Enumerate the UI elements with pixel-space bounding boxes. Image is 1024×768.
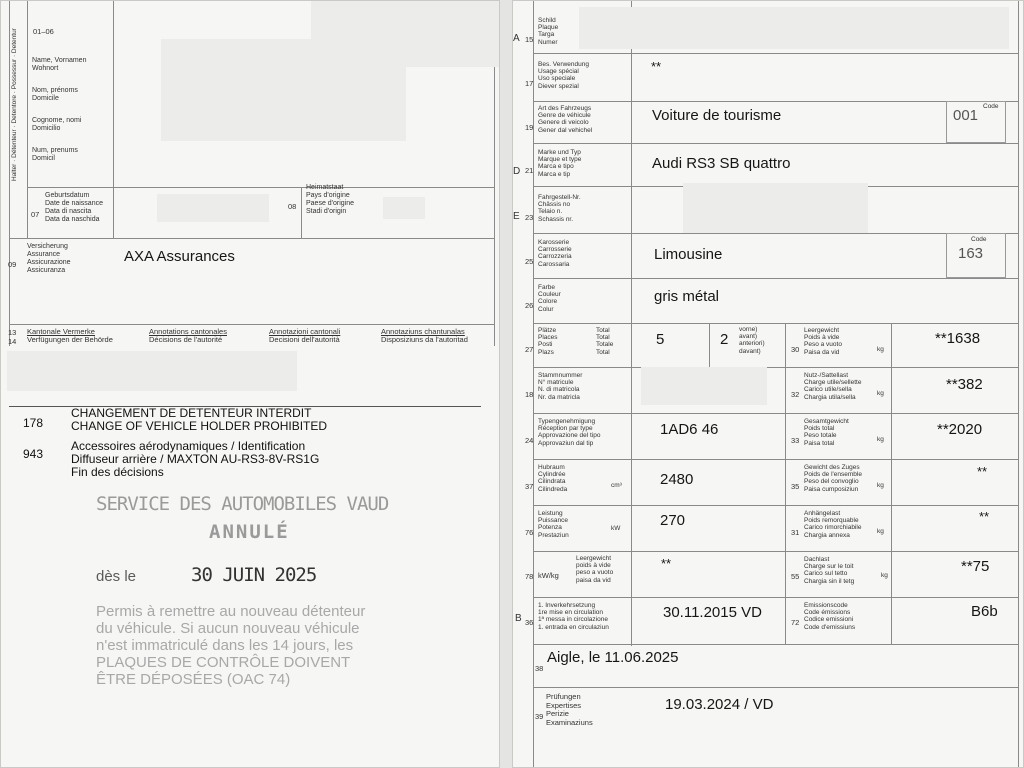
field-19-number: 19	[525, 123, 534, 132]
vehicle-type-code-label: Code	[983, 103, 999, 110]
special-use-value: **	[651, 59, 662, 74]
field-19-labels: Art des Fahrzeugs Genre de véhicule Genere di veicolo Gener dal vehichel	[538, 105, 593, 134]
redacted-chassis	[683, 183, 868, 233]
field-17-number: 17	[525, 79, 534, 88]
field-25-labels: Karosserie Carrosserie Carrozzeria Carossaria	[538, 239, 572, 268]
emission-code-value: B6b	[971, 603, 998, 620]
field-15-labels: Schild Plaque Targa Numer	[538, 17, 559, 46]
stamp-from-label: dès le	[96, 568, 137, 585]
redacted-annotations	[7, 351, 297, 391]
field-78-number: 78	[525, 572, 534, 581]
field-55-labels: Dachlast Charge sur le toit Carico sul tetto Chargia sin il tetg	[804, 556, 855, 585]
seats-front-labels: vorne) avant) anteriori) davant)	[739, 326, 765, 355]
field-27-total-labels: Total Total Totale Total	[596, 327, 614, 356]
field-24-number: 24	[525, 436, 534, 445]
field-72-labels: Emissionscode Code émissions Codice emissioni Code d'emissiuns	[804, 602, 856, 631]
field-08-number: 08	[288, 202, 297, 211]
field-55-number: 55	[791, 572, 800, 581]
redacted-top-strip	[311, 1, 500, 67]
field-14-number: 14	[8, 337, 17, 346]
field-32-labels: Nutz-/Sattellast Charge utile/sellette Carico utile/sella Chargia utila/sella	[804, 372, 862, 401]
field-09-number: 09	[8, 260, 17, 269]
letter-d: D	[513, 166, 521, 177]
field-21-labels: Marke und Typ Marque et type Marca e tipo Marca e tip	[538, 149, 582, 178]
field-32-unit: kg	[877, 390, 884, 397]
vehicle-type-value: Voiture de tourisme	[652, 107, 782, 124]
field-27-labels: Plätze Places Posti Plazs	[538, 327, 558, 356]
holder-number: 01–06	[33, 27, 54, 36]
vehicle-type-code: 001	[953, 107, 979, 124]
field-55-unit: kg	[881, 572, 888, 579]
letter-b: B	[515, 613, 522, 624]
decision-943-text: Accessoires aérodynamiques / Identification Diffuseur arrière / MAXTON AU-RS3-8V-RS1G Fin des décisions	[71, 439, 320, 479]
seats-front: 2	[720, 331, 729, 348]
field-32-number: 32	[791, 390, 800, 399]
field-30-number: 30	[791, 345, 800, 354]
field-76-unit: kW	[611, 525, 621, 532]
field-18-labels: Stammnummer N° matricule N. di matricola Nr. da matricla	[538, 372, 583, 401]
stamp-annule: ANNULÉ	[209, 521, 290, 543]
field-33-number: 33	[791, 436, 800, 445]
field-33-labels: Gesamtgewicht Poids total Peso totale Paisa total	[804, 418, 849, 447]
field-38-number: 38	[535, 664, 544, 673]
field-27-number: 27	[525, 345, 534, 354]
field-37-number: 37	[525, 482, 534, 491]
field-07-number: 07	[31, 210, 40, 219]
field-30-labels: Leergewicht Poids à vide Peso a vuoto Paisa da vid	[804, 327, 842, 356]
field-13-14-labels: Kantonale Vermerke Annotations cantonales Annotazioni cantonali Annotaziuns chantunalas Verfügungen der Behörde Décisions de l'autorité Decisioni dell'autorità Disposiziuns da l'autoritad	[27, 327, 468, 344]
power-value: 270	[660, 512, 686, 529]
field-72-number: 72	[791, 618, 800, 627]
field-15-number: 15	[525, 35, 534, 44]
field-35-unit: kg	[877, 482, 884, 489]
field-24-labels: Typengenehmigung Réception par type Approvazione del tipo Approvaziun dal tip	[538, 418, 601, 447]
decision-178-text: CHANGEMENT DE DETENTEUR INTERDIT CHANGE OF VEHICLE HOLDER PROHIBITED	[71, 406, 328, 433]
field-37-unit: cm³	[611, 482, 622, 489]
field-07-labels: Geburtsdatum Date de naissance Data di nascita Data da naschida	[45, 192, 103, 223]
body-code: 163	[958, 245, 984, 262]
field-26-number: 26	[525, 301, 534, 310]
field-37-labels: Hubraum Cylindrée Cilindrata Cilindreda	[538, 464, 568, 493]
stamp-date: 30 JUIN 2025	[191, 564, 317, 586]
field-78-labels: Leergewicht poids à vide peso a vuoto paisa da vid	[576, 555, 614, 584]
redacted-origin	[383, 197, 425, 219]
roof-load-value: **75	[961, 558, 990, 575]
field-35-number: 35	[791, 482, 800, 491]
body-value: Limousine	[654, 246, 723, 263]
inspection-value: 19.03.2024 / VD	[665, 696, 774, 713]
decision-943-code: 943	[23, 447, 44, 461]
letter-a: A	[513, 33, 520, 44]
field-76-labels: Leistung Puissance Potenza Prestaziun	[538, 510, 569, 539]
redacted-birthdate	[157, 194, 269, 222]
field-33-unit: kg	[877, 436, 884, 443]
field-08-labels: Heimatstaat Pays d'origine Paese d'origine Stadi d'origin	[306, 184, 355, 215]
field-31-labels: Anhängelast Poids remorquable Carico rimorchiabile Chargia annexa	[804, 510, 862, 539]
field-18-number: 18	[525, 390, 534, 399]
seats-total: 5	[656, 331, 665, 348]
field-23-number: 23	[525, 213, 534, 222]
place-date-value: Aigle, le 11.06.2025	[547, 649, 679, 666]
towing-weight-value: **	[979, 509, 990, 524]
make-model-value: Audi RS3 SB quattro	[652, 155, 791, 172]
field-17-labels: Bes. Verwendung Usage spécial Uso speciale Diever spezial	[538, 61, 589, 90]
power-weight-value: **	[661, 556, 672, 571]
field-39-labels: Prüfungen Expertises Perizie Examinaziuns	[546, 692, 593, 727]
field-30-unit: kg	[877, 346, 884, 353]
payload-value: **382	[946, 376, 983, 393]
field-76-number: 76	[525, 528, 534, 537]
field-31-unit: kg	[877, 528, 884, 535]
body-code-label: Code	[971, 236, 987, 243]
stamp-service-auto: SERVICE DES AUTOMOBILES VAUD	[96, 493, 389, 515]
holder-vertical-label: Halter · Détenteur · Detentore · Possessur · Detentur	[11, 28, 18, 181]
field-36-number: 36	[525, 618, 534, 627]
field-13-number: 13	[8, 328, 17, 337]
color-value: gris métal	[654, 288, 720, 305]
field-31-number: 31	[791, 528, 800, 537]
field-39-number: 39	[535, 712, 544, 721]
field-09-labels: Versicherung Assurance Assicurazione Assicuranza	[27, 243, 71, 274]
letter-e: E	[513, 211, 520, 222]
first-registration-value: 30.11.2015 VD	[663, 604, 762, 621]
field-25-number: 25	[525, 257, 534, 266]
field-78-unit: kW/kg	[538, 571, 559, 580]
redacted-matricule	[641, 367, 767, 405]
holder-name-labels: Name, Vornamen Wohnort Nom, prénoms Domicile Cognome, nomi Domicilio Num, prenums Domicil	[32, 57, 87, 162]
left-page	[0, 0, 500, 768]
redacted-plate	[579, 7, 1009, 49]
total-weight-value: **2020	[937, 421, 983, 438]
decision-178-code: 178	[23, 416, 44, 430]
displacement-value: 2480	[660, 471, 694, 488]
empty-weight-value: **1638	[935, 330, 981, 347]
field-26-labels: Farbe Couleur Colore Colur	[538, 284, 561, 313]
field-23-labels: Fahrgestell-Nr. Châssis no Telaio n. Schassis nr.	[538, 194, 581, 223]
stamp-notice: Permis à remettre au nouveau détenteur du véhicule. Si aucun nouveau véhicule n'est immatriculé dans les 14 jours, les PLAQUES DE CONTRÔLE DOIVENT ÊTRE DÉPOSÉES (OAC 74)	[96, 603, 366, 688]
type-approval-value: 1AD6 46	[660, 421, 719, 438]
field-35-labels: Gewicht des Zuges Poids de l'ensemble Peso del convoglio Paisa cumposiziun	[804, 464, 862, 493]
train-weight-value: **	[977, 464, 988, 479]
field-21-number: 21	[525, 166, 534, 175]
field-36-labels: 1. Inverkehrsetzung 1re mise en circulation 1ª messa in circolazione 1. entrada en circulaziun	[538, 602, 609, 631]
insurance-value: AXA Assurances	[124, 248, 235, 265]
right-page	[512, 0, 1024, 768]
